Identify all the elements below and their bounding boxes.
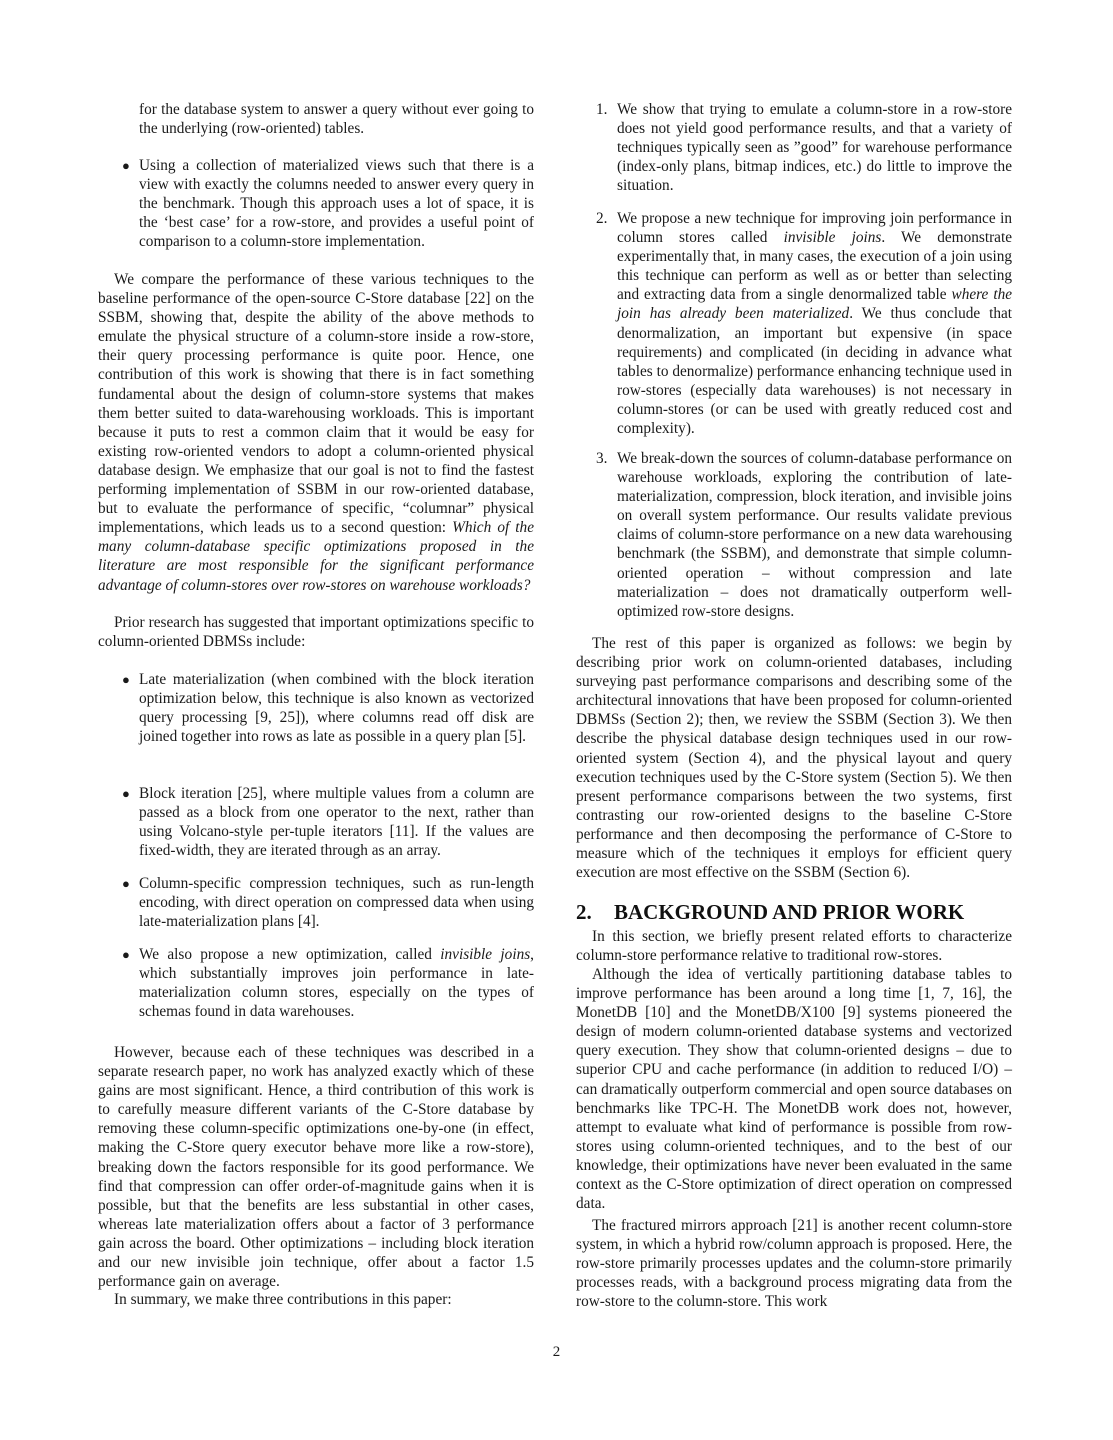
bullet-text-part: , which substantially improves join performance in late-materialization column stores, especially on the types of schemas found in data warehouses.: [139, 946, 534, 1021]
paragraph-prior-research-text: Prior research has suggested that important optimizations specific to column-oriented DBMSs include:: [98, 614, 534, 651]
bullet-text: Block iteration [25], where multiple values from a column are passed as a block from one operator to the next, rather than using Volcano-style per-tuple iterators [11]. If the values are fixed-width, they are iterated through as an array.: [139, 785, 534, 860]
paragraph-however: [98, 1043, 534, 1291]
section-heading: [576, 900, 964, 924]
list-number: 1.: [596, 101, 608, 118]
bullet-icon: ●: [122, 876, 130, 891]
contribution-text: We break-down the sources of column-database performance on warehouse workloads, exploring the contribution of late-materialization, compression, block iteration, and invisible joins on overall system performance. Our results validate previous claims of column-store performance on a new data warehousing benchmark (the SSBM), and demonstrate that simple column-oriented operation – without compression and late materialization – does not dramatically outperform well-optimized row-store designs.: [617, 450, 1012, 620]
text-part: . We demonstrate experimentally that, in many cases, the execution of a join using this technique can perform as well as or better than selecting and extracting data from a single denormalized table: [617, 229, 1012, 304]
bullet-text: [139, 945, 534, 1021]
bullet-text: Using a collection of materialized views such that there is a view with exactly the columns needed to answer every query in the benchmark. Though this approach uses a lot of space, it is the ‘best case’ for a row-store, and provides a useful point of comparison to a column-store implementation.: [139, 157, 534, 251]
bullet-late-materialization: [98, 670, 534, 746]
bullet-materialized-views: [98, 156, 534, 251]
paragraph-summary-text: In summary, we make three contributions in this paper:: [114, 1291, 452, 1308]
paragraph-although-text: Although the idea of vertically partitioning database tables to improve performance has been around a long time [1, 7, 16], the MonetDB [10] and the MonetDB/X100 [9] systems pioneered the design of modern column-oriented database systems and vectorized query execution. They show that column-oriented designs – due to superior CPU and cache performance (in addition to reduced I/O) – can dramatically outperform commercial and open source databases on benchmarks like TPC-H. The MonetDB work does not, however, attempt to evaluate what kind of performance is possible from row-stores using column-oriented techniques, and to the best of our knowledge, their optimizations have never been evaluated in the same context as the C-Store optimization of direct operation on compressed data.: [576, 966, 1012, 1213]
section-title: BACKGROUND AND PRIOR WORK: [614, 900, 965, 924]
section-number: 2.: [576, 900, 592, 924]
research-question: Which of the many column-database specific optimizations proposed in the literature are most responsible for the significant performance advantage of column-stores over row-stores on warehouse workloads?: [98, 519, 534, 594]
paragraph-fractured-mirrors: [576, 1216, 1012, 1311]
bullet-continuation: [98, 100, 534, 138]
paragraph-compare: [98, 270, 534, 595]
emphasis-materialized: where the join has already been materialized: [617, 286, 1013, 323]
bullet-block-iteration: [98, 784, 534, 860]
term-invisible-joins: invisible joins: [440, 946, 531, 963]
paragraph-summary: [98, 1290, 534, 1309]
bullet-invisible-joins: [98, 945, 534, 1021]
text-part: . We thus conclude that denormalization, an important but expensive (in space requirements) and complicated (in deciding in advance what tables to denormalize) performance enhancing technique used in row-stores (especially data warehouses) is not necessary in column-stores (or can be used with greatly reduced cost and complexity).: [617, 305, 1013, 438]
contribution-2: [576, 209, 1012, 438]
contribution-text: We show that trying to emulate a column-store in a row-store does not yield good performance results, and that a variety of techniques typically seen as ”good” for warehouse performance (index-only plans, bitmap indices, etc.) do little to improve the situation.: [617, 101, 1012, 195]
text-part: We propose a new technique for improving join performance in column stores called: [617, 210, 1012, 247]
bullet-icon: ●: [122, 947, 130, 962]
list-number: 3.: [596, 450, 608, 467]
bullet-text: Late materialization (when combined with the block iteration optimization below, this technique is also known as vectorized query processing [9, 25]), where columns read off disk are joined together into rows as late as possible in a query plan [5].: [139, 671, 534, 746]
bullet-text: Column-specific compression techniques, such as run-length encoding, with direct operation on compressed data when using late-materialization plans [4].: [139, 875, 534, 931]
bullet-icon: ●: [122, 158, 130, 173]
page-number: 2: [552, 1344, 561, 1360]
paragraph-compare-text: We compare the performance of these various techniques to the baseline performance of the open-source C-Store database [22] on the SSBM, showing that, despite the ability of the above methods to emulate the physical structure of a column-store inside a row-store, their query processing performance is quite poor. Hence, one contribution of this work is showing that there is in fact something fundamental about the design of column-store systems that makes them better suited to data-warehousing workloads. This is important because it puts to rest a common claim that it would be easy for existing row-oriented vendors to adopt a column-oriented physical database design. We emphasize that our goal is not to find the fastest performing implementation of SSBM in our row-oriented database, but to evaluate the performance of specific, “columnar” physical implementations, which leads us to a second question:: [98, 271, 534, 537]
paragraph-however-text: However, because each of these techniques was described in a separate research paper, no work has analyzed exactly which of these gains are most significant. Hence, a third contribution of this work is to carefully measure different variants of the C-Store database by removing these column-specific optimizations one-by-one (in effect, making the C-Store query executor behave more like a row-store), breaking down the factors responsible for its good performance. We find that compression can offer order-of-magnitude gains when it is possible, but that the benefits are less substantial in other cases, whereas late materialization offers about a factor of 3 performance gain across the board. Other optimizations – including block iteration and our new invisible join technique, offer about a factor 1.5 performance gain on average.: [98, 1044, 534, 1291]
contribution-text: [617, 209, 1012, 438]
paragraph-intro-text: In this section, we briefly present related efforts to characterize column-store performance relative to traditional row-stores.: [576, 928, 1012, 965]
bullet-icon: ●: [122, 786, 130, 801]
paragraph-although: [576, 965, 1012, 1213]
term-invisible-joins: invisible joins: [783, 229, 882, 247]
contribution-1: [576, 100, 1012, 195]
list-number: 2.: [596, 210, 608, 227]
paragraph-organization-text: The rest of this paper is organized as follows: we begin by describing prior work on column-oriented databases, including surveying past performance comparisons and describing some of the architectural innovations that have been proposed for column-oriented DBMSs (Section 2); then, we review the SSBM (Section 3). We then describe the physical database design techniques used in our row-oriented system (Section 4), and the physical layout and query execution techniques used by the C-Store system (Section 5). We then present performance comparisons between the two systems, first contrasting our row-oriented designs to the baseline C-Store performance and then decomposing the performance of C-Store to measure which of the techniques it employs for efficient query execution are most effective on the SSBM (Section 6).: [576, 635, 1012, 882]
bullet-text-part: We also propose a new optimization, called: [139, 946, 441, 963]
paragraph-fractured-mirrors-text: The fractured mirrors approach [21] is another recent column-store system, in which a hybrid row/column approach is proposed. Here, the row-store primarily processes updates and the column-store primarily processes reads, with a background process migrating data from the row-store to the column-store. This work: [576, 1217, 1012, 1311]
contribution-3: [576, 449, 1012, 621]
bullet-icon: ●: [122, 672, 130, 687]
paragraph-prior-research: [98, 613, 534, 651]
paragraph-organization: [576, 634, 1012, 882]
bullet-compression: [98, 874, 534, 931]
paragraph-intro: [576, 927, 1012, 965]
bullet-continuation-text: for the database system to answer a query without ever going to the underlying (row-oriented) tables.: [139, 101, 534, 138]
